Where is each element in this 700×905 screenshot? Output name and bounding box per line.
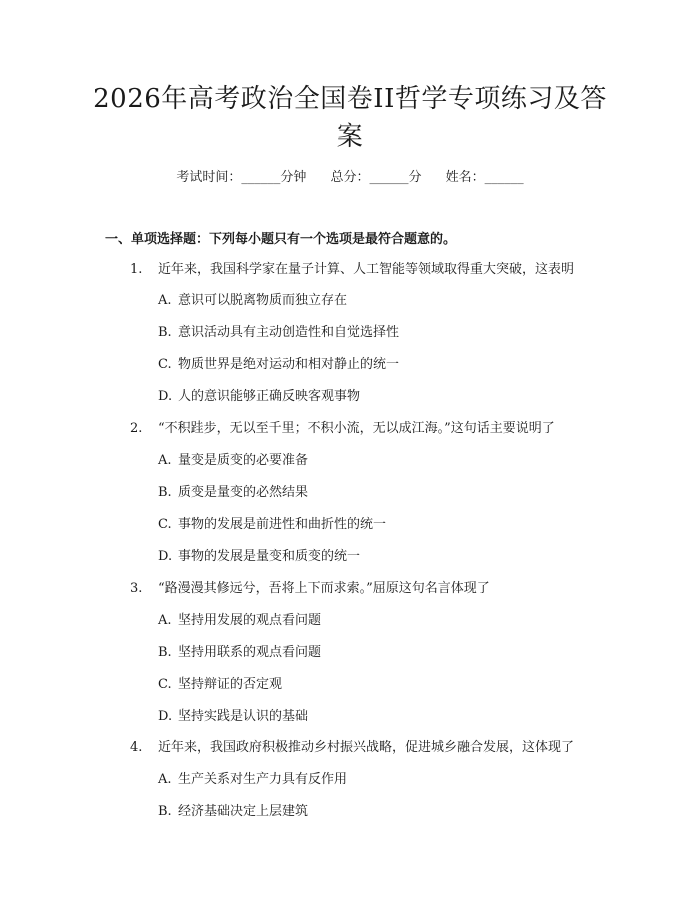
option-letter: A.	[158, 293, 172, 308]
option-3b	[158, 644, 321, 662]
exam-time-label: 考试时间：______分钟	[176, 170, 307, 185]
option-1c	[158, 356, 399, 374]
option-4b	[158, 803, 308, 821]
option-text: 质变是量变的必然结果	[178, 485, 309, 500]
option-letter: C.	[158, 517, 172, 532]
option-letter: A.	[158, 772, 172, 787]
option-text: 事物的发展是量变和质变的统一	[178, 549, 361, 564]
option-letter: C.	[158, 357, 172, 372]
option-text: 经济基础决定上层建筑	[178, 804, 309, 819]
option-letter: B.	[158, 485, 172, 500]
option-2b	[158, 484, 308, 502]
option-4a	[158, 771, 347, 789]
option-letter: C.	[158, 677, 172, 692]
question-number: 4.	[130, 740, 143, 755]
option-text: 物质世界是绝对运动和相对静止的统一	[178, 357, 400, 372]
section-heading: 一、单项选择题：下列每小题只有一个选项是最符合题意的。	[105, 232, 457, 247]
question-number: 3.	[130, 581, 143, 596]
question-text: 近年来，我国科学家在量子计算、人工智能等领域取得重大突破，这表明	[158, 262, 575, 277]
option-text: 坚持辩证的否定观	[178, 677, 283, 692]
option-1b	[158, 324, 399, 342]
option-3c	[158, 676, 282, 694]
option-letter: B.	[158, 804, 172, 819]
document-title: 2026年高考政治全国卷II哲学专项练习及答案	[93, 84, 607, 152]
exam-meta	[0, 169, 700, 187]
option-3a	[158, 612, 321, 630]
option-text: 坚持用联系的观点看问题	[178, 645, 322, 660]
option-2d	[158, 548, 360, 566]
option-2c	[158, 516, 386, 534]
option-text: 量变是质变的必要准备	[178, 453, 309, 468]
option-text: 人的意识能够正确反映客观事物	[178, 389, 361, 404]
option-1a	[158, 292, 347, 310]
question-3	[130, 580, 630, 598]
option-text: 生产关系对生产力具有反作用	[178, 772, 348, 787]
question-1	[130, 261, 630, 279]
name-label: 姓名：______	[445, 170, 524, 185]
question-2	[130, 420, 630, 438]
option-1d	[158, 388, 360, 406]
total-score-label: 总分：______分	[330, 170, 422, 185]
option-text: 坚持实践是认识的基础	[178, 709, 309, 724]
option-letter: D.	[158, 389, 173, 404]
option-3d	[158, 708, 308, 726]
option-letter: A.	[158, 613, 172, 628]
option-letter: B.	[158, 325, 172, 340]
option-text: 意识可以脱离物质而独立存在	[178, 293, 348, 308]
option-2a	[158, 452, 308, 470]
option-letter: A.	[158, 453, 172, 468]
question-text: “不积跬步，无以至千里；不积小流，无以成江海。”这句话主要说明了	[158, 421, 555, 436]
question-number: 1.	[130, 262, 143, 277]
option-text: 意识活动具有主动创造性和自觉选择性	[178, 325, 400, 340]
option-letter: B.	[158, 645, 172, 660]
option-letter: D.	[158, 709, 173, 724]
option-letter: D.	[158, 549, 173, 564]
question-text: 近年来，我国政府积极推动乡村振兴战略，促进城乡融合发展，这体现了	[158, 740, 575, 755]
option-text: 事物的发展是前进性和曲折性的统一	[178, 517, 387, 532]
option-text: 坚持用发展的观点看问题	[178, 613, 322, 628]
question-text: “路漫漫其修远兮，吾将上下而求索。”屈原这句名言体现了	[158, 581, 490, 596]
question-number: 2.	[130, 421, 143, 436]
question-4	[130, 739, 630, 757]
